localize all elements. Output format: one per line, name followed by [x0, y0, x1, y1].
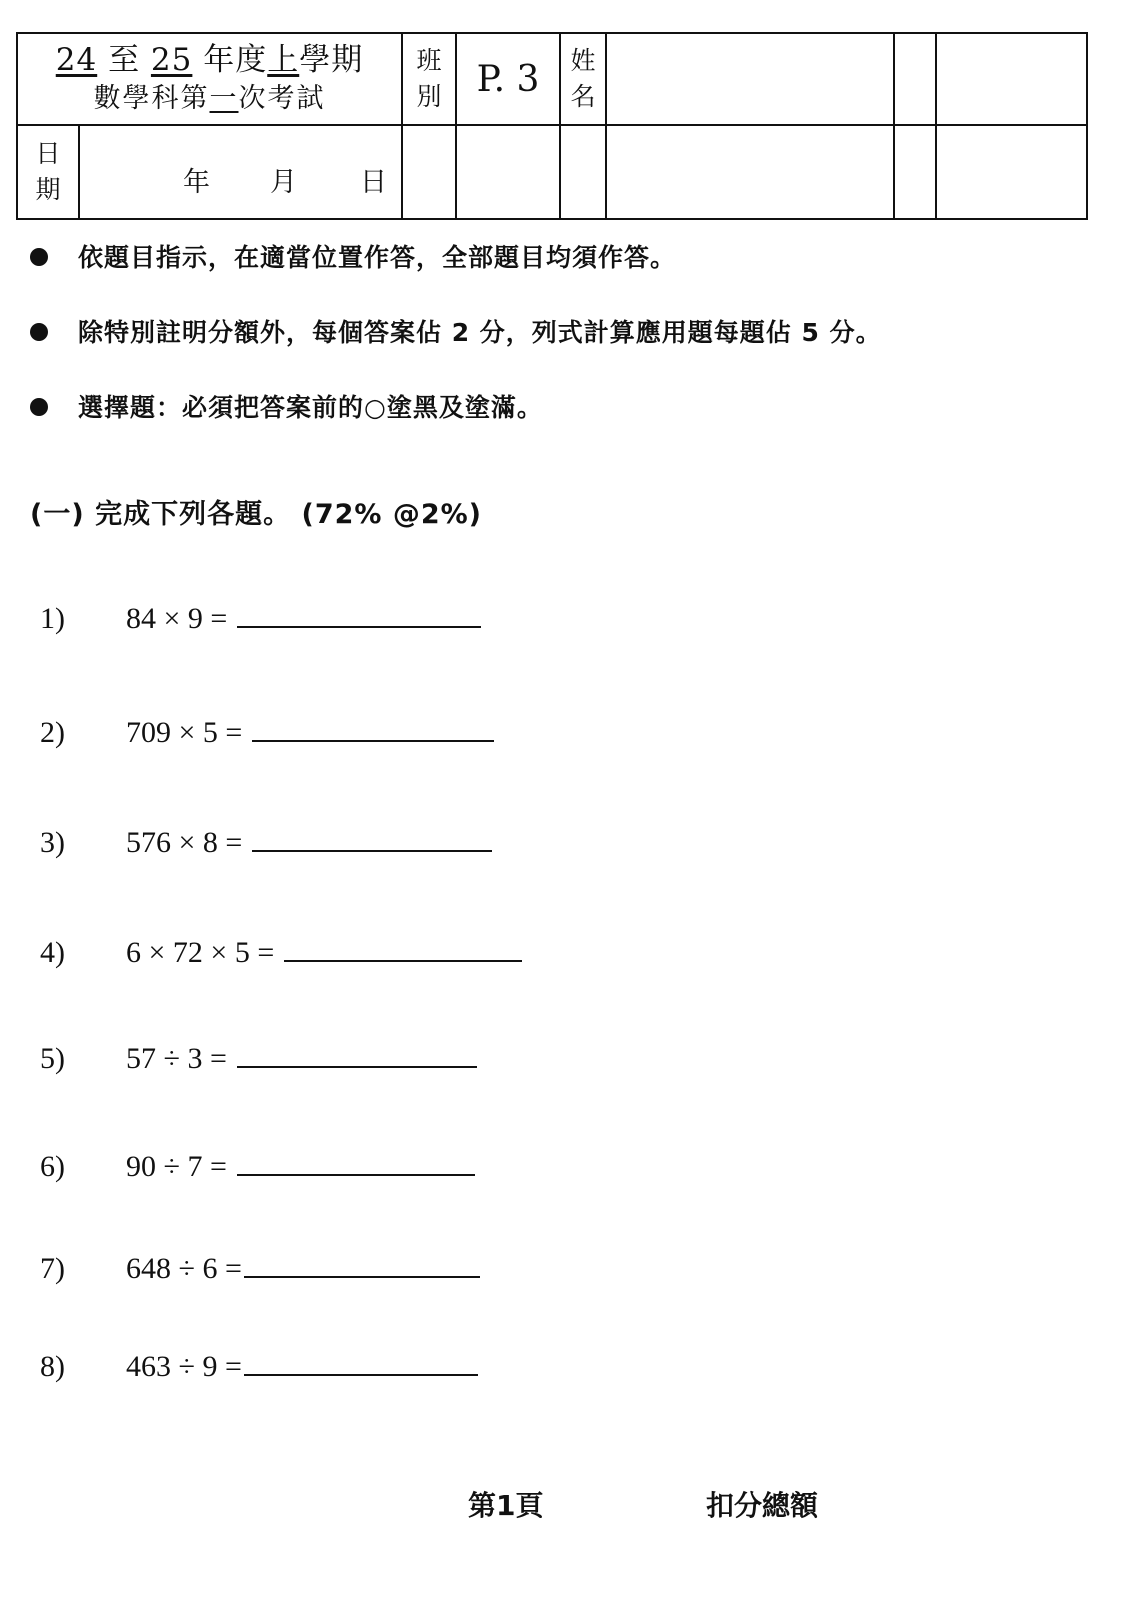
- question-6: 6) 90 ÷ 7 =: [40, 1148, 475, 1184]
- answer-blank[interactable]: [244, 1348, 478, 1376]
- question-5: 5) 57 ÷ 3 =: [40, 1040, 477, 1076]
- name-field[interactable]: [607, 34, 893, 124]
- exam-header-table: [16, 32, 1088, 220]
- question-1: 1) 84 × 9 =: [40, 600, 481, 636]
- term: 上: [267, 42, 300, 78]
- bullet-icon: [30, 248, 48, 266]
- class-label: 班 別: [416, 46, 442, 111]
- deduction-total-label: 扣分總額: [706, 1489, 819, 1522]
- date-field[interactable]: [80, 126, 401, 218]
- year-end: 25: [150, 42, 193, 78]
- name-label: 姓 名: [570, 46, 596, 111]
- exam-title: 24 至 25 年度上學期 數學科第一次考試: [55, 42, 364, 114]
- date-year-label: 年: [183, 167, 210, 198]
- answer-blank[interactable]: [244, 1250, 480, 1278]
- year-start: 24: [55, 42, 98, 78]
- answer-blank[interactable]: [252, 714, 494, 742]
- date-month-label: 月: [270, 167, 297, 198]
- instruction-3: 選擇題：必須把答案前的○塗黑及塗滿。: [30, 388, 1090, 424]
- question-8: 8) 463 ÷ 9 =: [40, 1348, 478, 1384]
- exam-number: 一: [209, 83, 239, 114]
- bullet-icon: [30, 398, 48, 416]
- instruction-1: 依題目指示，在適當位置作答，全部題目均須作答。: [30, 238, 1090, 274]
- answer-blank[interactable]: [284, 934, 522, 962]
- question-2: 2) 709 × 5 =: [40, 714, 494, 750]
- answer-blank[interactable]: [252, 824, 492, 852]
- class-value: P. 3: [476, 58, 540, 100]
- page-number: 第1頁: [468, 1489, 544, 1522]
- question-7: 7) 648 ÷ 6 =: [40, 1250, 480, 1286]
- date-label: 日 期: [35, 139, 61, 204]
- instruction-2: 除特別註明分額外，每個答案佔 2 分，列式計算應用題每題佔 5 分。: [30, 313, 1090, 349]
- question-4: 4) 6 × 72 × 5 =: [40, 934, 522, 970]
- bullet-icon: [30, 323, 48, 341]
- date-day-label: 日: [360, 167, 387, 198]
- answer-blank[interactable]: [237, 1148, 475, 1176]
- section-title: (一) 完成下列各題。 (72% @2%): [30, 499, 483, 530]
- question-3: 3) 576 × 8 =: [40, 824, 492, 860]
- answer-blank[interactable]: [237, 1040, 477, 1068]
- answer-blank[interactable]: [237, 600, 481, 628]
